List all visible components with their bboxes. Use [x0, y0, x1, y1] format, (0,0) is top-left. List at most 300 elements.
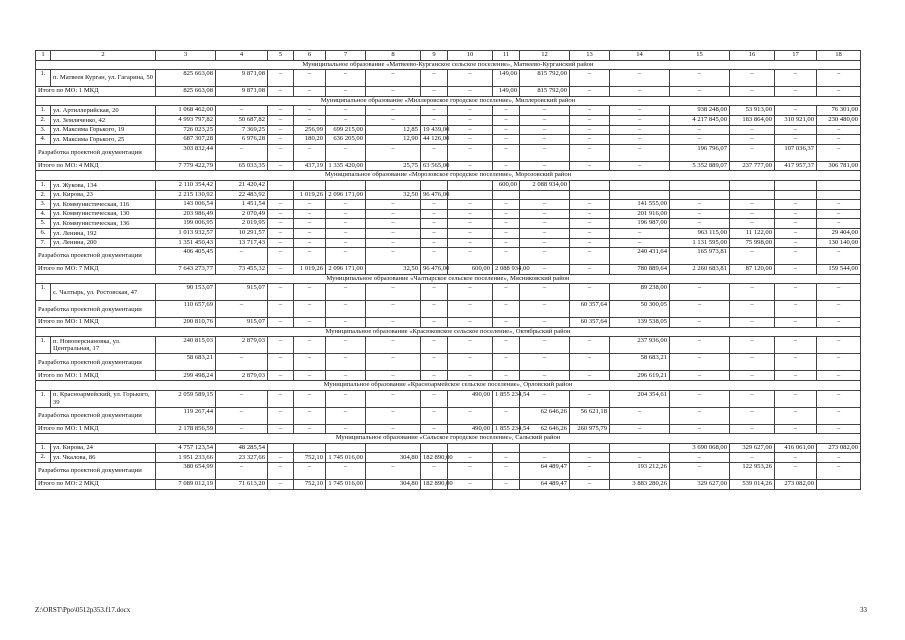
- value-cell: 7 089 012,19: [156, 480, 216, 490]
- value-cell: –: [520, 371, 570, 381]
- value-cell: –: [268, 144, 294, 161]
- address-cell: п. Красноармейский, ул. Горького, 39: [51, 390, 156, 407]
- value-cell: 2 070,49: [216, 209, 268, 219]
- value-cell: 825 663,08: [156, 70, 216, 87]
- value-cell: –: [570, 115, 610, 125]
- row-number: 1.: [36, 443, 51, 453]
- value-cell: –: [421, 219, 448, 229]
- value-cell: –: [730, 407, 775, 424]
- value-cell: –: [216, 248, 268, 265]
- value-cell: –: [268, 480, 294, 490]
- value-cell: 96 476,00: [421, 265, 448, 275]
- value-cell: –: [670, 301, 730, 318]
- value-cell: –: [294, 354, 326, 371]
- value-cell: –: [730, 135, 775, 145]
- value-cell: 915,07: [216, 318, 268, 328]
- value-cell: –: [448, 219, 493, 229]
- value-cell: –: [775, 200, 817, 210]
- value-cell: 22 483,92: [216, 190, 268, 200]
- table-row: [36, 209, 861, 219]
- value-cell: –: [730, 219, 775, 229]
- table-row: [36, 106, 861, 116]
- value-cell: –: [570, 354, 610, 371]
- address-cell: ул. Ленина, 200: [51, 238, 156, 248]
- value-cell: –: [730, 144, 775, 161]
- value-cell: –: [326, 144, 366, 161]
- value-cell: –: [421, 390, 448, 407]
- value-cell: 21 420,42: [216, 180, 268, 190]
- value-cell: [493, 190, 520, 200]
- value-cell: –: [670, 87, 730, 97]
- total-label: Разработка проектной документации: [36, 354, 156, 371]
- value-cell: 1 745 016,00: [326, 453, 366, 463]
- value-cell: 25,75: [366, 161, 421, 171]
- value-cell: –: [775, 87, 817, 97]
- section-row: [36, 171, 861, 181]
- value-cell: –: [366, 248, 421, 265]
- value-cell: –: [294, 144, 326, 161]
- value-cell: 273 082,00: [817, 443, 861, 453]
- header-cell: 16: [730, 51, 775, 61]
- value-cell: 9 871,08: [216, 87, 268, 97]
- table-row: [36, 70, 861, 87]
- value-cell: –: [366, 70, 421, 87]
- value-cell: –: [493, 301, 520, 318]
- value-cell: –: [670, 407, 730, 424]
- value-cell: –: [570, 219, 610, 229]
- value-cell: 32,50: [366, 265, 421, 275]
- value-cell: –: [421, 87, 448, 97]
- value-cell: –: [366, 390, 421, 407]
- value-cell: –: [421, 463, 448, 480]
- value-cell: –: [294, 301, 326, 318]
- value-cell: –: [421, 106, 448, 116]
- total-row: [36, 265, 861, 275]
- value-cell: –: [670, 318, 730, 328]
- value-cell: 306 781,00: [817, 161, 861, 171]
- total-row: [36, 463, 861, 480]
- value-cell: –: [268, 453, 294, 463]
- value-cell: 7 779 422,79: [156, 161, 216, 171]
- value-cell: –: [493, 248, 520, 265]
- value-cell: –: [817, 144, 861, 161]
- value-cell: –: [448, 200, 493, 210]
- value-cell: –: [326, 337, 366, 354]
- value-cell: 204 354,61: [610, 390, 670, 407]
- value-cell: –: [268, 284, 294, 301]
- value-cell: –: [448, 228, 493, 238]
- value-cell: –: [670, 371, 730, 381]
- address-cell: ул. Коммунистическая, 130: [51, 209, 156, 219]
- section-title: Муниципальное образование «Миллеровское городское поселение», Миллеровский район: [36, 96, 861, 106]
- value-cell: –: [493, 200, 520, 210]
- value-cell: –: [775, 265, 817, 275]
- value-cell: –: [670, 125, 730, 135]
- value-cell: –: [493, 354, 520, 371]
- value-cell: –: [294, 284, 326, 301]
- value-cell: 58 683,21: [156, 354, 216, 371]
- value-cell: –: [775, 390, 817, 407]
- value-cell: –: [520, 337, 570, 354]
- value-cell: –: [366, 238, 421, 248]
- row-number: 2.: [36, 115, 51, 125]
- value-cell: –: [326, 238, 366, 248]
- value-cell: [570, 180, 610, 190]
- total-label: Итого по МО: 4 МКД: [36, 161, 156, 171]
- value-cell: –: [294, 337, 326, 354]
- value-cell: 329 627,00: [730, 443, 775, 453]
- section-title: Муниципальное образование «Матвеево-Курганское сельское поселение», Матвеево-Курганский район: [36, 60, 861, 70]
- value-cell: –: [610, 453, 670, 463]
- value-cell: 87 120,00: [730, 265, 775, 275]
- value-cell: 11 122,00: [730, 228, 775, 238]
- value-cell: 2 178 856,59: [156, 424, 216, 434]
- value-cell: 815 792,00: [520, 87, 570, 97]
- value-cell: [294, 180, 326, 190]
- value-cell: 2 096 171,00: [326, 265, 366, 275]
- table-row: [36, 125, 861, 135]
- total-row: [36, 144, 861, 161]
- value-cell: –: [493, 318, 520, 328]
- value-cell: –: [493, 337, 520, 354]
- value-cell: –: [326, 70, 366, 87]
- value-cell: 2 096 171,00: [326, 190, 366, 200]
- value-cell: [570, 443, 610, 453]
- value-cell: 53 913,00: [730, 106, 775, 116]
- value-cell: –: [570, 284, 610, 301]
- value-cell: –: [730, 390, 775, 407]
- value-cell: 256,99: [294, 125, 326, 135]
- value-cell: –: [268, 238, 294, 248]
- value-cell: –: [421, 407, 448, 424]
- value-cell: –: [326, 87, 366, 97]
- value-cell: [448, 180, 493, 190]
- header-cell: 13: [570, 51, 610, 61]
- value-cell: [730, 180, 775, 190]
- value-cell: 76 301,00: [817, 106, 861, 116]
- value-cell: –: [493, 161, 520, 171]
- value-cell: 4 757 123,54: [156, 443, 216, 453]
- value-cell: 19 439,00: [421, 125, 448, 135]
- row-number: 1.: [36, 180, 51, 190]
- value-cell: 12,85: [366, 125, 421, 135]
- value-cell: [421, 443, 448, 453]
- total-label: Итого по МО: 1 МКД: [36, 87, 156, 97]
- value-cell: –: [448, 284, 493, 301]
- value-cell: –: [520, 144, 570, 161]
- value-cell: –: [294, 248, 326, 265]
- value-cell: 58 683,21: [610, 354, 670, 371]
- value-cell: –: [366, 87, 421, 97]
- value-cell: –: [775, 209, 817, 219]
- page-number: 33: [860, 606, 867, 614]
- value-cell: 62 646,26: [520, 407, 570, 424]
- value-cell: 2 215 130,92: [156, 190, 216, 200]
- value-cell: –: [670, 424, 730, 434]
- value-cell: –: [216, 301, 268, 318]
- value-cell: 329 627,00: [670, 480, 730, 490]
- value-cell: –: [326, 354, 366, 371]
- value-cell: –: [493, 115, 520, 125]
- header-cell: 7: [326, 51, 366, 61]
- table-row: [36, 219, 861, 229]
- value-cell: –: [730, 200, 775, 210]
- value-cell: 200 810,76: [156, 318, 216, 328]
- table-row: [36, 115, 861, 125]
- value-cell: –: [326, 371, 366, 381]
- value-cell: –: [610, 115, 670, 125]
- value-cell: –: [366, 337, 421, 354]
- value-cell: –: [294, 228, 326, 238]
- value-cell: –: [268, 248, 294, 265]
- total-row: [36, 424, 861, 434]
- value-cell: [493, 443, 520, 453]
- row-number: 1.: [36, 284, 51, 301]
- value-cell: 2 110 354,42: [156, 180, 216, 190]
- value-cell: –: [570, 371, 610, 381]
- total-row: [36, 248, 861, 265]
- value-cell: –: [326, 407, 366, 424]
- header-cell: 18: [817, 51, 861, 61]
- value-cell: –: [817, 407, 861, 424]
- value-cell: 636 205,00: [326, 135, 366, 145]
- value-cell: –: [730, 70, 775, 87]
- value-cell: 143 006,54: [156, 200, 216, 210]
- value-cell: –: [610, 144, 670, 161]
- value-cell: –: [294, 115, 326, 125]
- value-cell: –: [268, 301, 294, 318]
- value-cell: 13 717,43: [216, 238, 268, 248]
- value-cell: 417 957,37: [775, 161, 817, 171]
- table-row: [36, 443, 861, 453]
- value-cell: 825 663,08: [156, 87, 216, 97]
- value-cell: –: [817, 209, 861, 219]
- value-cell: –: [268, 135, 294, 145]
- row-number: 4.: [36, 209, 51, 219]
- value-cell: –: [520, 219, 570, 229]
- value-cell: 2 059 589,15: [156, 390, 216, 407]
- value-cell: 490,00: [448, 390, 493, 407]
- value-cell: –: [775, 125, 817, 135]
- value-cell: –: [493, 238, 520, 248]
- header-cell: 10: [448, 51, 493, 61]
- value-cell: –: [670, 354, 730, 371]
- value-cell: –: [520, 453, 570, 463]
- header-row: [36, 51, 861, 61]
- row-number: 1.: [36, 390, 51, 407]
- value-cell: –: [730, 337, 775, 354]
- value-cell: –: [775, 371, 817, 381]
- value-cell: 50 687,82: [216, 115, 268, 125]
- value-cell: [817, 190, 861, 200]
- value-cell: –: [421, 228, 448, 238]
- section-row: [36, 327, 861, 337]
- value-cell: –: [775, 354, 817, 371]
- value-cell: –: [730, 424, 775, 434]
- value-cell: 490,00: [448, 424, 493, 434]
- value-cell: –: [520, 200, 570, 210]
- value-cell: –: [670, 70, 730, 87]
- value-cell: –: [520, 318, 570, 328]
- value-cell: –: [448, 480, 493, 490]
- value-cell: [366, 180, 421, 190]
- value-cell: –: [775, 70, 817, 87]
- value-cell: –: [520, 248, 570, 265]
- value-cell: 2 088 934,00: [520, 180, 570, 190]
- value-cell: 149,00: [493, 70, 520, 87]
- value-cell: [366, 443, 421, 453]
- value-cell: –: [326, 301, 366, 318]
- value-cell: –: [493, 453, 520, 463]
- value-cell: 62 646,26: [520, 424, 570, 434]
- value-cell: –: [294, 209, 326, 219]
- value-cell: 63 565,00: [421, 161, 448, 171]
- value-cell: 299 498,24: [156, 371, 216, 381]
- value-cell: 90 153,07: [156, 284, 216, 301]
- value-cell: –: [421, 115, 448, 125]
- value-cell: 304,80: [366, 453, 421, 463]
- value-cell: 240 815,03: [156, 337, 216, 354]
- value-cell: –: [817, 70, 861, 87]
- row-number: 7.: [36, 238, 51, 248]
- value-cell: 64 489,47: [520, 463, 570, 480]
- value-cell: 699 215,00: [326, 125, 366, 135]
- value-cell: –: [448, 301, 493, 318]
- value-cell: –: [326, 390, 366, 407]
- value-cell: –: [817, 200, 861, 210]
- header-cell: 1: [36, 51, 51, 61]
- value-cell: 23 327,66: [216, 453, 268, 463]
- value-cell: –: [775, 135, 817, 145]
- value-cell: –: [326, 424, 366, 434]
- value-cell: –: [493, 407, 520, 424]
- value-cell: –: [520, 209, 570, 219]
- total-label: Итого по МО: 1 МКД: [36, 424, 156, 434]
- value-cell: –: [268, 318, 294, 328]
- header-cell: 17: [775, 51, 817, 61]
- value-cell: –: [570, 248, 610, 265]
- value-cell: 4 217 845,00: [670, 115, 730, 125]
- value-cell: –: [493, 125, 520, 135]
- address-cell: ул. Коммунистическая, 116: [51, 200, 156, 210]
- table-row: [36, 228, 861, 238]
- value-cell: –: [216, 144, 268, 161]
- value-cell: 310 921,00: [775, 115, 817, 125]
- value-cell: –: [448, 238, 493, 248]
- value-cell: –: [493, 135, 520, 145]
- value-cell: –: [493, 219, 520, 229]
- value-cell: –: [570, 161, 610, 171]
- value-cell: –: [294, 371, 326, 381]
- address-cell: п. Новоперсиановка, ул. Центральная, 17: [51, 337, 156, 354]
- value-cell: –: [421, 70, 448, 87]
- value-cell: –: [448, 144, 493, 161]
- file-path: Z:\ORST\Ppo\0512p353.f17.docx: [35, 606, 131, 614]
- value-cell: 2 088 934,00: [493, 265, 520, 275]
- value-cell: –: [817, 135, 861, 145]
- value-cell: –: [448, 70, 493, 87]
- address-cell: ул. Максима Горького, 25: [51, 135, 156, 145]
- value-cell: –: [268, 219, 294, 229]
- value-cell: –: [520, 115, 570, 125]
- value-cell: –: [448, 371, 493, 381]
- value-cell: –: [670, 453, 730, 463]
- address-cell: ул. Кирова, 24: [51, 443, 156, 453]
- table-row: [36, 135, 861, 145]
- value-cell: –: [448, 209, 493, 219]
- value-cell: –: [366, 144, 421, 161]
- value-cell: –: [216, 463, 268, 480]
- value-cell: –: [366, 209, 421, 219]
- value-cell: 196 796,07: [670, 144, 730, 161]
- value-cell: 119 267,44: [156, 407, 216, 424]
- value-cell: 260 975,79: [570, 424, 610, 434]
- section-title: Муниципальное образование «Красноармейское сельское поселение», Орловский район: [36, 381, 861, 391]
- value-cell: –: [610, 407, 670, 424]
- value-cell: –: [775, 228, 817, 238]
- value-cell: –: [448, 248, 493, 265]
- value-cell: 6 976,28: [216, 135, 268, 145]
- value-cell: 201 916,00: [610, 209, 670, 219]
- value-cell: 2 019,95: [216, 219, 268, 229]
- total-row: [36, 87, 861, 97]
- value-cell: 406 405,45: [156, 248, 216, 265]
- value-cell: –: [421, 371, 448, 381]
- value-cell: [520, 443, 570, 453]
- value-cell: –: [570, 125, 610, 135]
- section-title: Муниципальное образование «Чалтырское сельское поселение», Мясниковский район: [36, 274, 861, 284]
- value-cell: –: [294, 70, 326, 87]
- value-cell: –: [610, 106, 670, 116]
- total-row: [36, 480, 861, 490]
- section-row: [36, 274, 861, 284]
- value-cell: [610, 443, 670, 453]
- value-cell: –: [670, 284, 730, 301]
- value-cell: –: [775, 407, 817, 424]
- value-cell: 437,19: [294, 161, 326, 171]
- table-row: [36, 238, 861, 248]
- value-cell: –: [421, 424, 448, 434]
- value-cell: [670, 190, 730, 200]
- value-cell: –: [366, 106, 421, 116]
- value-cell: [610, 190, 670, 200]
- value-cell: –: [268, 125, 294, 135]
- row-number: 2.: [36, 190, 51, 200]
- value-cell: 130 140,00: [817, 238, 861, 248]
- value-cell: –: [775, 463, 817, 480]
- value-cell: [670, 180, 730, 190]
- address-cell: с. Чалтырь, ул. Ростовская, 47: [51, 284, 156, 301]
- value-cell: 110 657,69: [156, 301, 216, 318]
- value-cell: –: [570, 200, 610, 210]
- total-row: [36, 161, 861, 171]
- value-cell: –: [817, 284, 861, 301]
- value-cell: 780 889,64: [610, 265, 670, 275]
- header-cell: 9: [421, 51, 448, 61]
- value-cell: 139 538,05: [610, 318, 670, 328]
- value-cell: –: [520, 135, 570, 145]
- value-cell: 7 369,25: [216, 125, 268, 135]
- value-cell: –: [493, 228, 520, 238]
- address-cell: ул. Коммунистическая, 136: [51, 219, 156, 229]
- value-cell: –: [294, 407, 326, 424]
- value-cell: [817, 480, 861, 490]
- value-cell: –: [520, 265, 570, 275]
- value-cell: –: [670, 209, 730, 219]
- value-cell: –: [730, 453, 775, 463]
- value-cell: –: [520, 106, 570, 116]
- value-cell: –: [366, 424, 421, 434]
